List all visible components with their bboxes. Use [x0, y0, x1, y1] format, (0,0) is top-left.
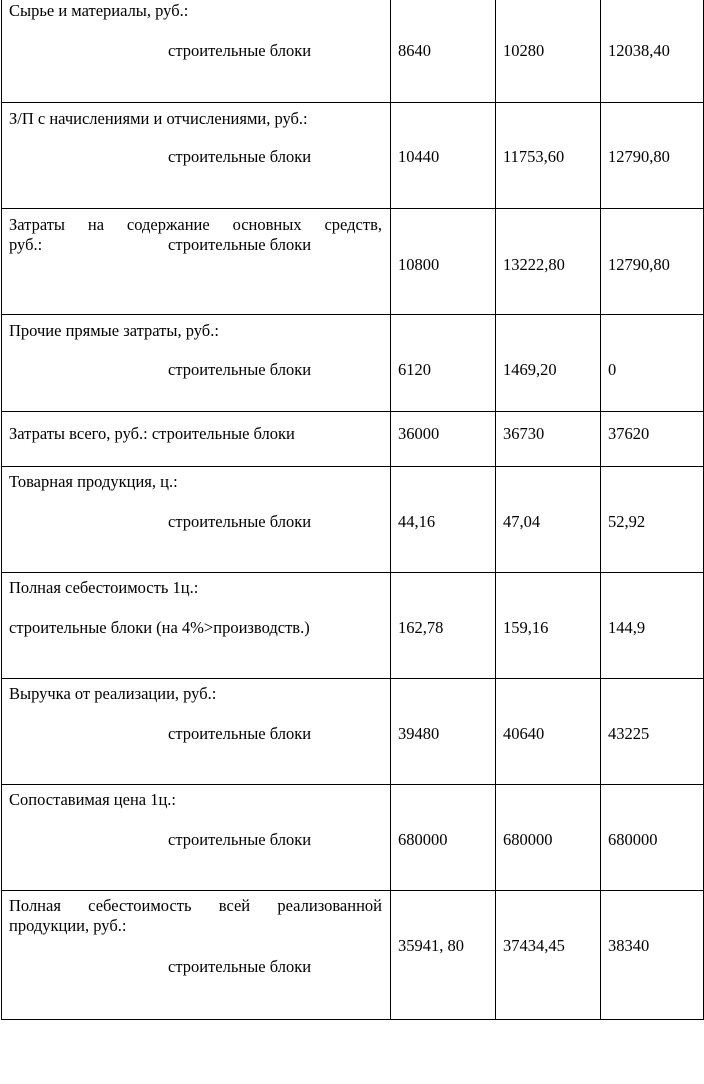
value-2: 36730: [503, 424, 545, 443]
value-2: 10280: [503, 41, 545, 60]
value-cell: [390, 103, 495, 208]
value-cell: [390, 0, 495, 102]
value-3: 0: [608, 360, 617, 379]
table-row: [1, 102, 704, 208]
row-label-continued: руб.:: [9, 235, 43, 254]
value-3: 680000: [608, 830, 658, 849]
value-cell: [390, 679, 495, 784]
row-label: Сырье и материалы, руб.:: [9, 1, 189, 20]
row-label: З/П с начислениями и отчислениями, руб.:: [9, 109, 308, 128]
value-cell: [600, 315, 704, 411]
value-1: 10440: [398, 147, 440, 166]
cost-table: [1, 0, 704, 1020]
value-2: 1469,20: [503, 360, 557, 379]
value-cell: [600, 467, 704, 572]
row-label-cell: [1, 412, 390, 466]
row-label-cell: [1, 467, 390, 572]
row-sublabel: строительные блоки: [168, 235, 312, 254]
value-cell: [390, 209, 495, 314]
value-cell: [390, 891, 495, 1019]
row-label-cell: [1, 891, 390, 1019]
value-cell: [495, 209, 600, 314]
value-cell: [495, 573, 600, 678]
value-cell: [600, 573, 704, 678]
value-2: 40640: [503, 724, 545, 743]
row-label: Прочие прямые затраты, руб.:: [9, 321, 219, 340]
row-label-cell: [1, 315, 390, 411]
value-cell: [390, 573, 495, 678]
row-label: Полная себестоимость всей реализованной: [9, 896, 382, 915]
row-label: Затраты на содержание основных средств,: [9, 215, 382, 234]
value-1: 680000: [398, 830, 448, 849]
value-cell: [495, 315, 600, 411]
value-cell: [495, 412, 600, 466]
table-row: [1, 314, 704, 411]
value-3: 43225: [608, 724, 650, 743]
row-label: Товарная продукция, ц.:: [9, 472, 178, 491]
value-2: 11753,60: [503, 147, 565, 166]
value-1: 10800: [398, 255, 440, 274]
value-cell: [600, 103, 704, 208]
value-2: 47,04: [503, 512, 541, 531]
value-cell: [495, 103, 600, 208]
row-sublabel: строительные блоки: [168, 512, 312, 531]
row-sublabel: строительные блоки: [168, 957, 312, 976]
value-1: 8640: [398, 41, 431, 60]
value-cell: [600, 0, 704, 102]
value-3: 12790,80: [608, 255, 670, 274]
row-label: Выручка от реализации, руб.:: [9, 684, 217, 703]
value-cell: [600, 209, 704, 314]
table-row: [1, 784, 704, 890]
value-cell: [600, 412, 704, 466]
value-2: 37434,45: [503, 936, 565, 955]
row-label-cell: [1, 785, 390, 890]
value-cell: [495, 785, 600, 890]
row-label-cell: [1, 679, 390, 784]
table-row: [1, 208, 704, 314]
table-row: [1, 890, 704, 1020]
value-2: 13222,80: [503, 255, 565, 274]
value-cell: [390, 785, 495, 890]
value-1: 39480: [398, 724, 440, 743]
row-sublabel: строительные блоки (на 4%>производств.): [9, 618, 310, 637]
value-3: 12038,40: [608, 41, 670, 60]
row-label: Затраты всего, руб.: строительные блоки: [9, 424, 295, 443]
row-label: Сопоставимая цена 1ц.:: [9, 790, 177, 809]
value-3: 144,9: [608, 618, 646, 637]
table-row: [1, 466, 704, 572]
value-cell: [495, 0, 600, 102]
row-label-cell: [1, 0, 390, 102]
value-1: 162,78: [398, 618, 444, 637]
table-row: [1, 411, 704, 466]
value-1: 44,16: [398, 512, 436, 531]
row-sublabel: строительные блоки: [168, 830, 312, 849]
row-label-continued: продукции, руб.:: [9, 916, 127, 935]
value-3: 52,92: [608, 512, 646, 531]
row-label-cell: [1, 209, 390, 314]
value-3: 12790,80: [608, 147, 670, 166]
value-cell: [495, 679, 600, 784]
row-sublabel: строительные блоки: [168, 724, 312, 743]
value-2: 680000: [503, 830, 553, 849]
value-3: 38340: [608, 936, 650, 955]
value-1: 35941, 80: [398, 936, 464, 955]
value-cell: [390, 467, 495, 572]
table-row: [1, 0, 704, 102]
value-cell: [600, 891, 704, 1019]
value-3: 37620: [608, 424, 650, 443]
table-row: [1, 572, 704, 678]
row-sublabel: строительные блоки: [168, 147, 312, 166]
row-sublabel: строительные блоки: [168, 41, 312, 60]
value-cell: [390, 315, 495, 411]
value-1: 36000: [398, 424, 440, 443]
value-cell: [600, 785, 704, 890]
table-row: [1, 678, 704, 784]
value-cell: [495, 891, 600, 1019]
value-cell: [600, 679, 704, 784]
row-label-cell: [1, 573, 390, 678]
row-label-cell: [1, 103, 390, 208]
value-2: 159,16: [503, 618, 549, 637]
value-1: 6120: [398, 360, 431, 379]
row-label: Полная себестоимость 1ц.:: [9, 578, 199, 597]
row-sublabel: строительные блоки: [168, 360, 312, 379]
value-cell: [495, 467, 600, 572]
value-cell: [390, 412, 495, 466]
